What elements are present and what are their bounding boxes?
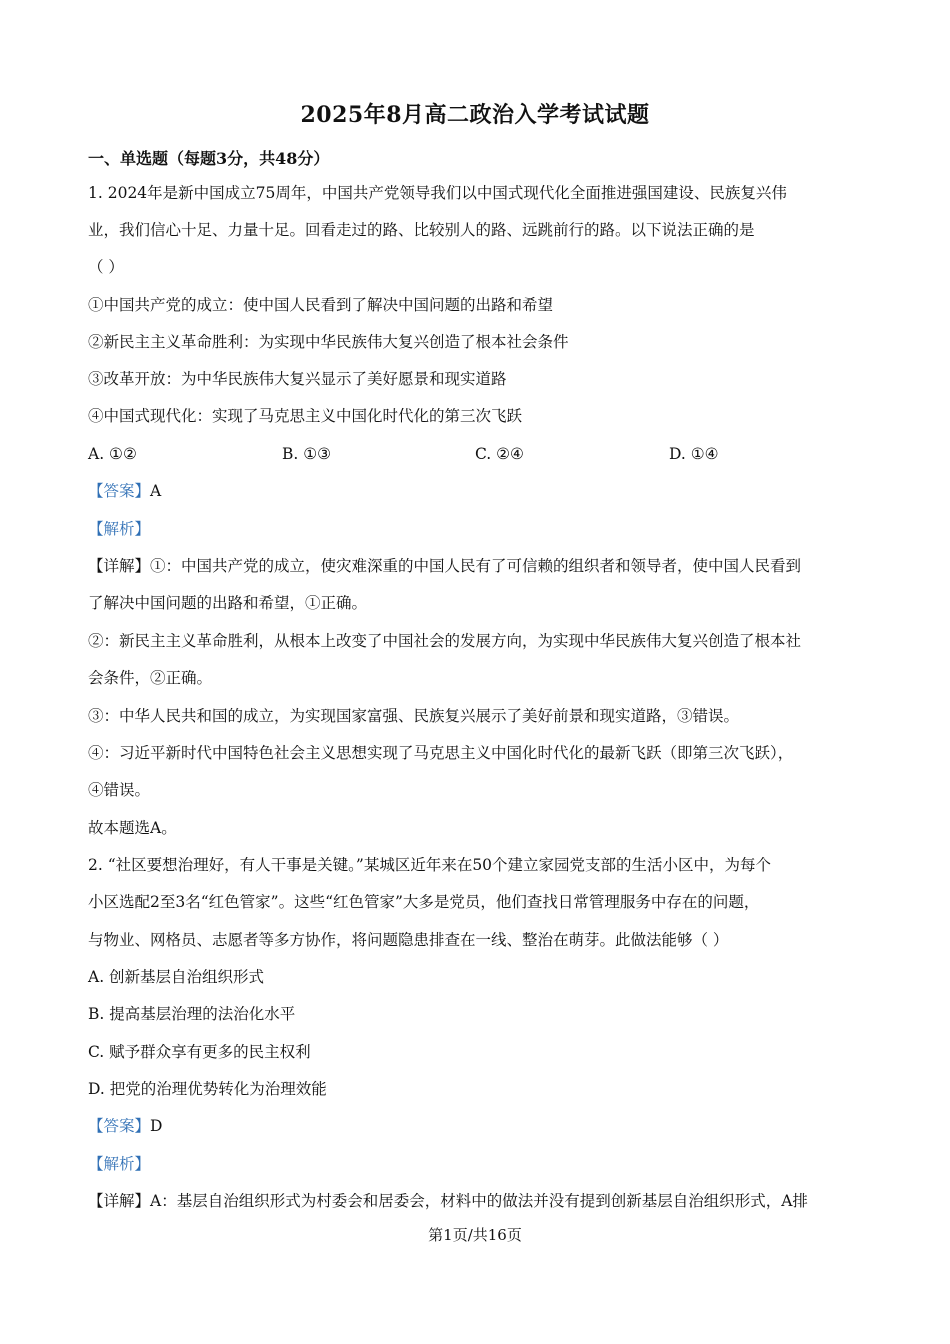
q1-option-d: D. ①④: [669, 445, 719, 463]
q2-option-b: B. 提高基层治理的法治化水平: [88, 1005, 296, 1023]
page-footer: 第1页/共16页: [428, 1226, 522, 1244]
q1-item-1: ①中国共产党的成立：使中国人民看到了解决中国问题的出路和希望: [88, 296, 554, 314]
q1-detail-line-7: ④错误。: [88, 781, 151, 799]
q1-stem-line-1: 1. 2024年是新中国成立75周年，中国共产党领导我们以中国式现代化全面推进强国建设、民族复兴伟: [88, 184, 787, 202]
q1-answer: [88, 480, 161, 502]
q1-item-3: ③改革开放：为中华民族伟大复兴显示了美好愿景和现实道路: [88, 370, 507, 388]
q2-stem-line-1: 2. “社区要想治理好，有人干事是关键。”某城区近年来在50个建立家园党支部的生活小区中，为每个: [88, 856, 772, 874]
q1-analysis-tag: 【解析】: [88, 520, 151, 538]
q1-answer-tag: 【答案】: [88, 482, 151, 500]
q1-detail-text-1: ①：中国共产党的成立，使灾难深重的中国人民有了可信赖的组织者和领导者，使中国人民看到: [150, 557, 802, 575]
q2-option-c: C. 赋予群众享有更多的民主权利: [88, 1043, 311, 1061]
q2-detail-line-1: [88, 1190, 808, 1212]
q2-detail-text-1: A：基层自治组织形式为村委会和居委会，材料中的做法并没有提到创新基层自治组织形式，A排: [150, 1192, 808, 1210]
page-title: 2025年8月高二政治入学考试试题: [300, 102, 650, 128]
q1-analysis: [88, 518, 150, 540]
q2-stem-line-3: 与物业、网格员、志愿者等多方协作，将问题隐患排查在一线、整治在萌芽。此做法能够（ ）: [88, 931, 729, 949]
q1-detail-line-1: [88, 555, 801, 577]
q1-conclusion: 故本题选A。: [88, 819, 177, 837]
q2-stem-line-2: 小区选配2至3名“红色管家”。这些“红色管家”大多是党员，他们查找日常管理服务中存在的问题，: [88, 893, 760, 911]
q1-detail-line-6: ④：习近平新时代中国特色社会主义思想实现了马克思主义中国化时代化的最新飞跃（即第三次飞跃），: [88, 744, 794, 762]
q1-detail-tag: 【详解】: [88, 557, 151, 575]
q2-option-a: A. 创新基层自治组织形式: [88, 968, 265, 986]
section-heading: 一、单选题（每题3分，共48分）: [88, 149, 330, 168]
q1-option-b: B. ①③: [282, 445, 332, 463]
q2-analysis: [88, 1153, 150, 1175]
q1-item-2: ②新民主主义革命胜利：为实现中华民族伟大复兴创造了根本社会条件: [88, 333, 569, 351]
q1-item-4: ④中国式现代化：实现了马克思主义中国化时代化的第三次飞跃: [88, 407, 523, 425]
q1-option-a: A. ①②: [88, 445, 137, 463]
q1-stem-line-2: 业，我们信心十足、力量十足。回看走过的路、比较别人的路、远跳前行的路。以下说法正确的是: [88, 221, 755, 239]
q1-stem-line-3: （ ）: [88, 258, 124, 276]
q2-answer-tag: 【答案】: [88, 1117, 151, 1135]
q1-detail-line-4: 会条件，②正确。: [88, 669, 213, 687]
q1-detail-line-5: ③：中华人民共和国的成立，为实现国家富强、民族复兴展示了美好前景和现实道路，③错误。: [88, 707, 740, 725]
q1-option-c: C. ②④: [475, 445, 524, 463]
q2-answer-value: D: [150, 1117, 163, 1135]
q1-detail-line-2: 了解决中国问题的出路和希望，①正确。: [88, 594, 368, 612]
q2-detail-tag: 【详解】: [88, 1192, 151, 1210]
q1-answer-value: A: [150, 482, 162, 500]
q2-option-d: D. 把党的治理优势转化为治理效能: [88, 1080, 327, 1098]
q1-detail-line-3: ②：新民主主义革命胜利，从根本上改变了中国社会的发展方向，为实现中华民族伟大复兴创造了根本社: [88, 632, 802, 650]
q2-analysis-tag: 【解析】: [88, 1155, 151, 1173]
q2-answer: [88, 1115, 162, 1137]
